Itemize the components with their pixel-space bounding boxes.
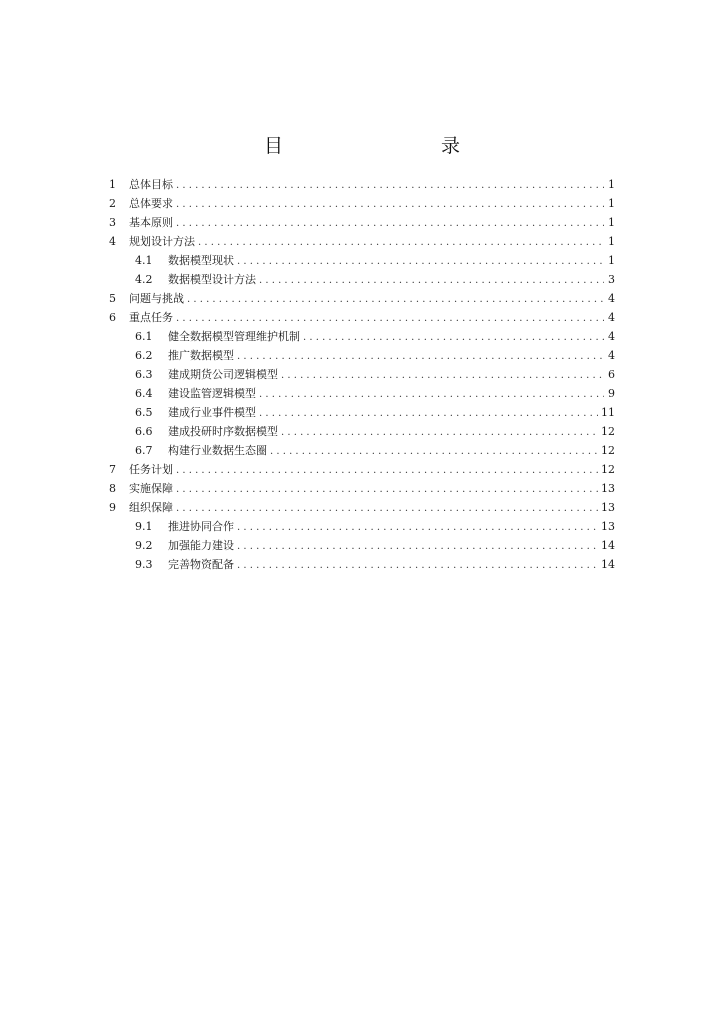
- toc-entry-number: 3: [109, 216, 116, 229]
- toc-entry-page: 3: [608, 273, 615, 286]
- toc-entry-number: 4: [109, 235, 116, 248]
- toc-dot-leader: [281, 423, 598, 442]
- toc-entry-page: 14: [601, 558, 615, 571]
- toc-list: [109, 175, 615, 574]
- toc-entry-number: 7: [109, 463, 116, 476]
- toc-entry-number: 2: [109, 197, 116, 210]
- toc-entry-page: 1: [608, 216, 615, 229]
- toc-entry[interactable]: [109, 365, 615, 384]
- toc-entry-page: 12: [601, 463, 615, 476]
- toc-title: 目 录: [263, 135, 500, 157]
- toc-entry[interactable]: [109, 403, 615, 422]
- toc-entry[interactable]: [109, 308, 615, 327]
- toc-dot-leader: [176, 195, 604, 214]
- toc-entry-number: 4.2: [135, 273, 153, 286]
- toc-entry-number: 9.2: [135, 539, 153, 552]
- toc-entry-number: 6.5: [135, 406, 153, 419]
- toc-entry-label: 规划设计方法: [129, 235, 195, 248]
- toc-dot-leader: [176, 176, 604, 195]
- toc-entry-label: 推广数据模型: [168, 349, 234, 362]
- toc-entry[interactable]: [109, 517, 615, 536]
- toc-entry-page: 13: [601, 501, 615, 514]
- toc-dot-leader: [259, 271, 604, 290]
- toc-entry-label: 数据模型设计方法: [168, 273, 256, 286]
- toc-entry-number: 6.4: [135, 387, 153, 400]
- toc-entry-page: 6: [608, 368, 615, 381]
- toc-dot-leader: [270, 442, 598, 461]
- toc-entry-page: 13: [601, 482, 615, 495]
- toc-entry[interactable]: [109, 251, 615, 270]
- toc-dot-leader: [176, 309, 604, 328]
- toc-entry[interactable]: [109, 327, 615, 346]
- toc-entry[interactable]: [109, 232, 615, 251]
- toc-dot-leader: [176, 499, 598, 518]
- toc-entry[interactable]: [109, 289, 615, 308]
- toc-entry-number: 5: [109, 292, 116, 305]
- toc-entry[interactable]: [109, 555, 615, 574]
- toc-entry[interactable]: [109, 498, 615, 517]
- toc-dot-leader: [237, 556, 598, 575]
- toc-entry-number: 6: [109, 311, 116, 324]
- toc-entry[interactable]: [109, 213, 615, 232]
- toc-entry[interactable]: [109, 460, 615, 479]
- toc-entry[interactable]: [109, 441, 615, 460]
- toc-entry-label: 构建行业数据生态圈: [168, 444, 267, 457]
- toc-entry-label: 建成期货公司逻辑模型: [168, 368, 278, 381]
- toc-entry-number: 9.3: [135, 558, 153, 571]
- toc-entry[interactable]: [109, 384, 615, 403]
- toc-entry-page: 11: [601, 406, 615, 419]
- toc-entry-label: 组织保障: [129, 501, 173, 514]
- toc-entry-label: 加强能力建设: [168, 539, 234, 552]
- toc-entry-number: 9.1: [135, 520, 153, 533]
- toc-dot-leader: [281, 366, 604, 385]
- toc-entry-number: 6.6: [135, 425, 153, 438]
- toc-entry-label: 总体目标: [129, 178, 173, 191]
- toc-entry-label: 实施保障: [129, 482, 173, 495]
- toc-entry-page: 9: [608, 387, 615, 400]
- toc-entry-page: 4: [608, 349, 615, 362]
- toc-entry-page: 1: [608, 235, 615, 248]
- toc-entry-page: 1: [608, 254, 615, 267]
- toc-dot-leader: [237, 537, 598, 556]
- toc-entry-number: 6.7: [135, 444, 153, 457]
- toc-entry[interactable]: [109, 346, 615, 365]
- toc-entry-label: 基本原则: [129, 216, 173, 229]
- toc-entry-page: 13: [601, 520, 615, 533]
- toc-dot-leader: [259, 385, 604, 404]
- toc-entry-number: 8: [109, 482, 116, 495]
- toc-entry-label: 任务计划: [129, 463, 173, 476]
- toc-entry-number: 9: [109, 501, 116, 514]
- toc-entry[interactable]: [109, 194, 615, 213]
- toc-entry-label: 推进协同合作: [168, 520, 234, 533]
- toc-entry-label: 总体要求: [129, 197, 173, 210]
- toc-dot-leader: [303, 328, 604, 347]
- toc-entry-label: 重点任务: [129, 311, 173, 324]
- toc-entry[interactable]: [109, 422, 615, 441]
- toc-dot-leader: [176, 214, 604, 233]
- toc-entry-label: 健全数据模型管理维护机制: [168, 330, 300, 343]
- toc-entry-number: 4.1: [135, 254, 153, 267]
- toc-dot-leader: [198, 233, 604, 252]
- toc-entry-page: 12: [601, 444, 615, 457]
- toc-entry-page: 1: [608, 197, 615, 210]
- toc-entry[interactable]: [109, 536, 615, 555]
- toc-dot-leader: [237, 347, 604, 366]
- toc-dot-leader: [176, 480, 598, 499]
- toc-entry-number: 6.2: [135, 349, 153, 362]
- toc-entry-label: 建成投研时序数据模型: [168, 425, 278, 438]
- toc-entry-number: 1: [109, 178, 116, 191]
- toc-entry-label: 完善物资配备: [168, 558, 234, 571]
- toc-entry[interactable]: [109, 479, 615, 498]
- toc-entry-page: 4: [608, 330, 615, 343]
- toc-entry-page: 4: [608, 311, 615, 324]
- toc-entry-number: 6.3: [135, 368, 153, 381]
- toc-entry-page: 12: [601, 425, 615, 438]
- toc-entry-page: 4: [608, 292, 615, 305]
- toc-entry[interactable]: [109, 175, 615, 194]
- toc-entry-label: 建成行业事件模型: [168, 406, 256, 419]
- toc-entry-page: 1: [608, 178, 615, 191]
- toc-dot-leader: [237, 518, 598, 537]
- toc-entry[interactable]: [109, 270, 615, 289]
- toc-dot-leader: [237, 252, 604, 271]
- toc-dot-leader: [176, 461, 598, 480]
- toc-entry-label: 建设监管逻辑模型: [168, 387, 256, 400]
- toc-entry-label: 数据模型现状: [168, 254, 234, 267]
- toc-entry-page: 14: [601, 539, 615, 552]
- toc-dot-leader: [259, 404, 598, 423]
- toc-dot-leader: [187, 290, 604, 309]
- toc-entry-number: 6.1: [135, 330, 153, 343]
- toc-entry-label: 问题与挑战: [129, 292, 184, 305]
